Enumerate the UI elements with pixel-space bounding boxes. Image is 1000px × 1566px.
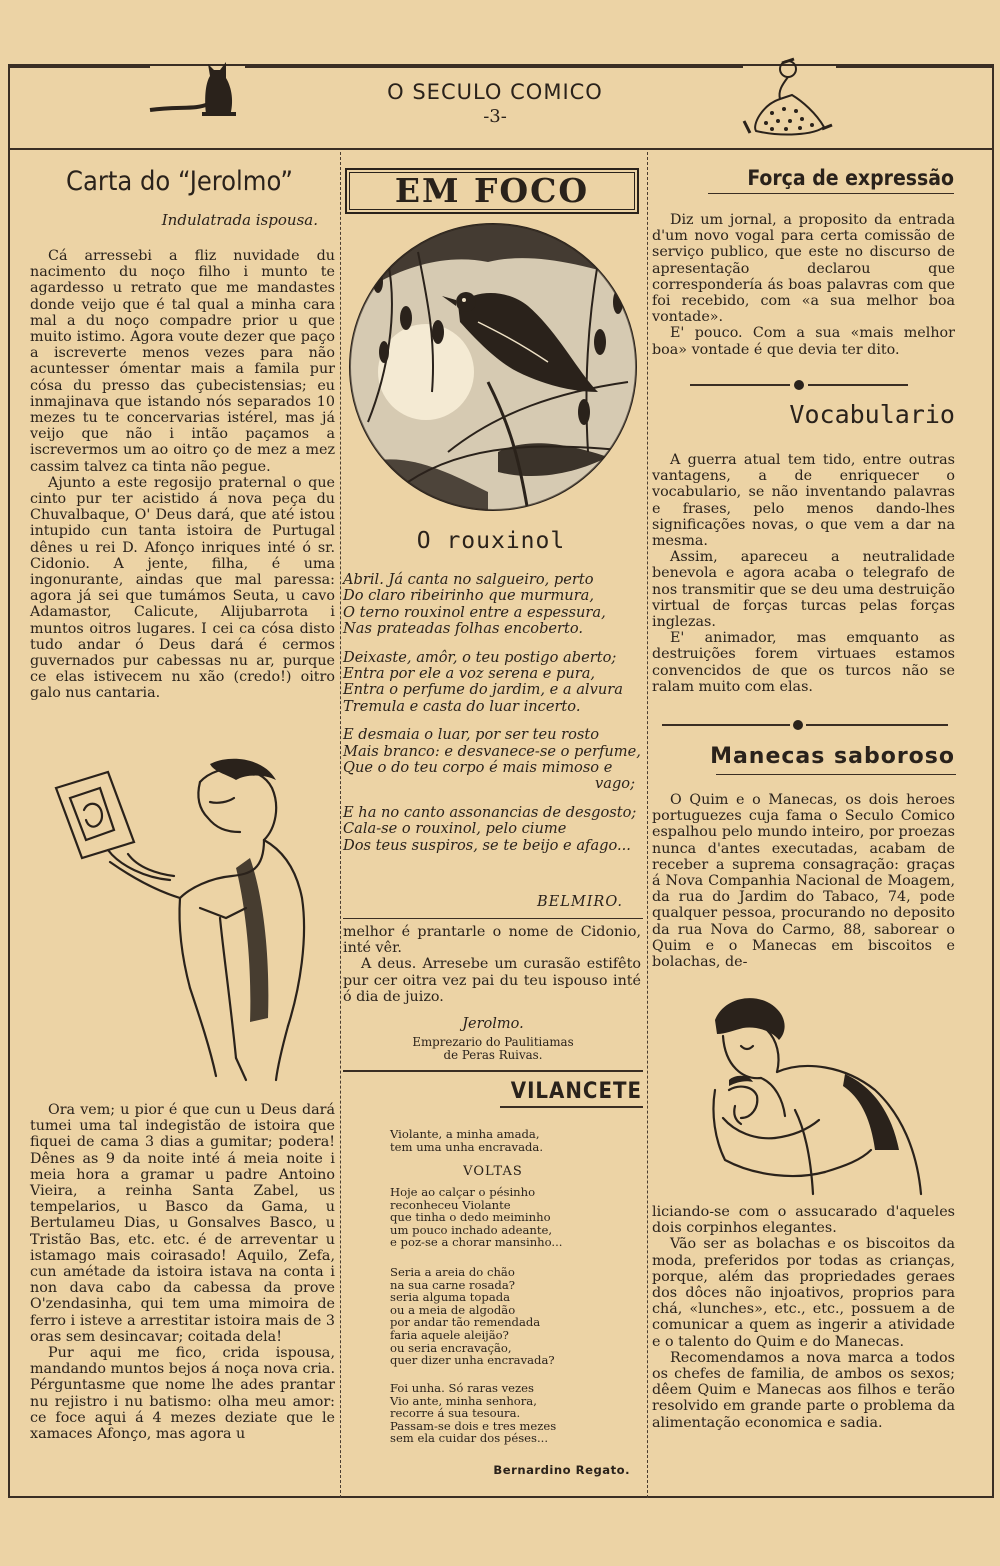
verse-line: na sua carne rosada? [390,1277,515,1292]
carta-paragraph: Ajunto a este regosijo praternal o que cinto pur ter acistido á nova peça du Chuvalbaque, O' Deus dará, que até istou intupido cun tanta istoira de Purtugal dênes u rei D. Afonço inriques inté ó sr. Cidonio. A jente, filha, é uma ingonurante, aindas que mal paressa: agora já sei que tumámos Seuta, u cavo Adamastor, Calicute, Alijubarrota i muntos oitros lugares. I cei ca cósa disto tudo andar ó Deus dará é cermos guvernados pur cabessas nu ar, purque ce elas istivecem nu xão (credo!) oitro galo nus cantaria. [30,474,335,702]
column-divider-right [647,152,648,1498]
signature-name: Jerolmo. [462,1016,524,1032]
poem-line: E desmaia o luar, por ser teu rosto [343,726,600,744]
page-number: -3- [483,106,507,127]
forca-body [652,212,955,358]
verse-line: sem ela cuidar dos péses... [390,1431,549,1446]
column-divider-left [340,152,341,1498]
verse-line: Vio ante, minha senhora, [390,1393,537,1408]
manecas-title: Manecas saboroso [710,744,955,769]
verse-line: que tinha o dedo meiminho [390,1210,551,1225]
carta-paragraph: A deus. Arresebe um curasão estifêto pur cer oitra vez pai du teu ispouso inté ó dia de juizo. [343,956,641,1005]
section-rule-dot [794,380,804,390]
mother-and-child-sketch [695,990,945,1200]
vilancete-volta [390,1266,630,1367]
newspaper-title: O SECULO COMICO [387,80,603,104]
verse-line: Passam-se dois e tres mezes [390,1418,557,1433]
poem-line: Que o do teu corpo é mais mimoso e [343,759,613,777]
poem-line: O terno rouxinol entre a espessura, [343,603,606,621]
verse-line: recorre á sua tesoura. [390,1406,521,1421]
verse-line: tem uma unha encravada. [390,1139,544,1154]
poem-line: Do claro ribeirinho que murmura, [343,587,595,605]
carta-title: Carta do “Jerolmo” [66,166,293,197]
poem-line: Cala-se o rouxinol, pelo ciume [343,820,567,838]
vocab-body [652,452,955,695]
poem-title: O rouxinol [416,528,566,554]
vilancete-top-rule [343,1070,643,1072]
verse-line: Seria a areia do chão [390,1265,515,1279]
nightingale-illustration [348,222,638,512]
verse-line: Hoje ao calçar o pésinho [390,1185,536,1199]
header-rule-center [245,66,743,68]
poem-stanza [343,572,643,638]
forca-paragraph: Diz um jornal, a proposito da entrada d'um novo vogal para certa comissão de serviço publico, que este no discurso de apresentação declarou que correspondería ás boas palavras com que foi recebido, com «a sua melhor boa vontade». [652,212,955,326]
poem-line: Nas prateadas folhas encoberto. [343,620,584,638]
poem-stanza [343,650,643,716]
poem-line: Dos teus suspiros, se te beijo e afago... [343,836,631,854]
vocab-paragraph: A guerra atual tem tido, entre outras vantagens, a de enriquecer o vocabulario, se não inventando palavras e frases, pelo menos dando-lhes significações novas, o que vem a dar na mesma. [652,452,955,550]
carta-salutation: Indulatrada ispousa. [161,211,318,229]
section-rule-left [690,384,790,386]
manecas-body-bottom [652,1204,955,1431]
verse-line: seria alguma topada [390,1290,511,1305]
vilancete-title: VILANCETE [510,1079,642,1104]
poem-line: Mais branco: e desvanece-se o perfume, [343,742,641,760]
section-rule-right [806,724,948,726]
vilancete-title-rule [500,1106,643,1108]
carta-paragraph: Cá arressebi a fliz nuvidade du nacimento du noço filho i munto te agardesso u retrato que me mandastes donde veijo que é tal qual a minha cara mal a du noço compadre prior u que muito istimo. Agora voute dezer que paço a iscreverte menos vezes para não acuntesser ómentar mais a famila pur cósa du presso das çubecistensias; eu inmajinava que istando nós separados 10 mezes tu te concervarias istérel, mas já veijo que não i intão paçamos a iscrevermos um ao oitro ço de mez a mez cassim talvez ca tinta não pegue. [30,248,335,475]
manecas-title-rule [716,774,956,775]
cat-icon [148,52,248,126]
forca-paragraph: E' pouco. Com a sua «mais melhor boa» vontade é que devia ter dito. [652,325,955,358]
header-rule-left [10,66,150,68]
poem-line: Tremula e casta do luar incerto. [343,697,581,715]
header-divider [8,148,994,150]
verse-line: faria aquele aleijão? [390,1327,509,1342]
poem-stanza [343,727,643,793]
poem-line: Deixaste, amôr, o teu postigo aberto; [343,648,617,666]
manecas-body-top [652,792,955,970]
manecas-paragraph: Vão ser as bolachas e os biscoitos da moda, preferidos por todas as crianças, porque, além das propriedades geraes dos dôces não injoativos, proprios para chá, «lunches», etc., etc., possuem a de comunicar a quem as ingerir a atividade e o talento do Quim e do Manecas. [652,1236,955,1350]
vocab-title: Vocabulario [789,400,955,429]
manecas-paragraph: liciando-se com o assucarado d'aqueles dois corpinhos elegantes. [652,1204,955,1237]
section-rule-dot [793,720,803,730]
forca-title: Força de expressão [747,166,954,190]
verse-line: e poz-se a chorar mansinho... [390,1235,563,1250]
poem-line: Entra o perfume do jardim, e a alvura [343,681,623,699]
carta-continuation [343,924,641,1005]
poem-line: Entra por ele a voz serena e pura, [343,665,596,683]
vocab-paragraph: E' animador, mas emquanto as destruições forem virtuaes estamos convencidos de que os turcos não se ralam muito com elas. [652,630,955,695]
poem-line: E ha no canto assonancias de desgosto; [343,803,637,821]
vilancete-author: Bernardino Regato. [493,1463,630,1477]
signature-title: de Peras Ruivas. [443,1048,543,1062]
header-rule-right [836,66,992,68]
verse-line: quer dizer unha encravada? [390,1353,555,1368]
poem-line: Abril. Já canta no salgueiro, perto [343,571,594,588]
section-rule-left [662,724,790,726]
carta-body-top [30,248,335,702]
verse-line: por andar tão remendada [390,1315,541,1330]
dancing-lady-icon [742,55,834,139]
poem-line: vago; [595,775,635,793]
poem-author: BELMIRO. [536,894,623,910]
em-foco-title: EM FOCO [349,172,635,210]
poem-stanza [343,805,643,854]
verse-line: um pouco inchado adeante, [390,1222,553,1237]
carta-body-bottom [30,1102,335,1442]
verse-line: Violante, a minha amada, [390,1127,540,1141]
voltas-label: VOLTAS [463,1164,523,1179]
verse-line: reconheceu Violante [390,1197,511,1212]
signature-title: Emprezario do Paulitiamas [412,1035,574,1049]
carta-paragraph: Ora vem; u pior é que cun u Deus dará tumei uma tal indegistão de istoira que fiquei de cama 3 dias a gumitar; podera! Dênes as 9 da noite inté á meia noite i meia hora a gramar u padre Antoino Vieira, a reinha Santa Zabel, us tempelarios, u Basco da Gama, u Bertulameu Dias, u Gonsalves Basco, u Tristão Bas, etc. etc. é de arreventar u istamago mais coirasado! Aquilo, Zefa, cun amétade da istoira istava na conta i non dava cabo da cabessa da prove O'zendasinha, qui tem uma mimoira de ferro i isteve a arrestitar istoira mais de 3 oras sem desincavar; coitada dela! [30,1102,335,1345]
vocab-paragraph: Assim, apareceu a neutralidade benevola e agora acaba o telegrafo de nos transmitir que se deu uma destruição virtual de forças turcas pelas forças inglezas. [652,549,955,631]
verse-line: ou a meia de algodão [390,1302,516,1317]
poem-end-rule [343,918,643,919]
forca-title-rule [708,193,954,194]
manecas-paragraph: O Quim e o Manecas, os dois heroes portuguezes cuja fama o Seculo Comico espalhou pelo mundo inteiro, por proezas nunca d'antes executadas, acabam de receber a suprema consagração: graças á Nova Companhia Nacional de Moagem, da rua do Jardim do Tabaco, 74, pode qualquer pessoa, procurando no deposito da rua Nova do Carmo, 88, saborear o Quim e o Manecas em biscoitos e bolachas, de- [652,792,955,971]
em-foco-box [345,168,639,214]
section-rule-right [808,384,908,386]
carta-paragraph: Pur aqui me fico, crida ispousa, mandando muntos bejos á noça nova cria. Pérguntasme que nome lhe ades prantar nu rejistro i nu batismo: olha meu amor: ce foce aqui á 4 mezes deziate que le xamaces Afonço, mas agora u [30,1345,335,1443]
verse-line: Foi unha. Só raras vezes [390,1381,534,1395]
vilancete-volta [390,1382,630,1445]
vilancete-volta [390,1186,630,1249]
poem-body [343,572,643,866]
carta-paragraph: melhor é prantarle o nome de Cidonio, inté vêr. [343,924,641,957]
man-with-portrait-sketch [50,758,320,1086]
vilancete-mote [390,1128,630,1153]
verse-line: ou seria encravação, [390,1340,512,1355]
manecas-paragraph: Recomendamos a nova marca a todos os chefes de familia, de ambos os sexos; dêem Quim e Manecas aos filhos e terão resolvido em grande parte o problema da alimentação economica e sadia. [652,1349,955,1431]
